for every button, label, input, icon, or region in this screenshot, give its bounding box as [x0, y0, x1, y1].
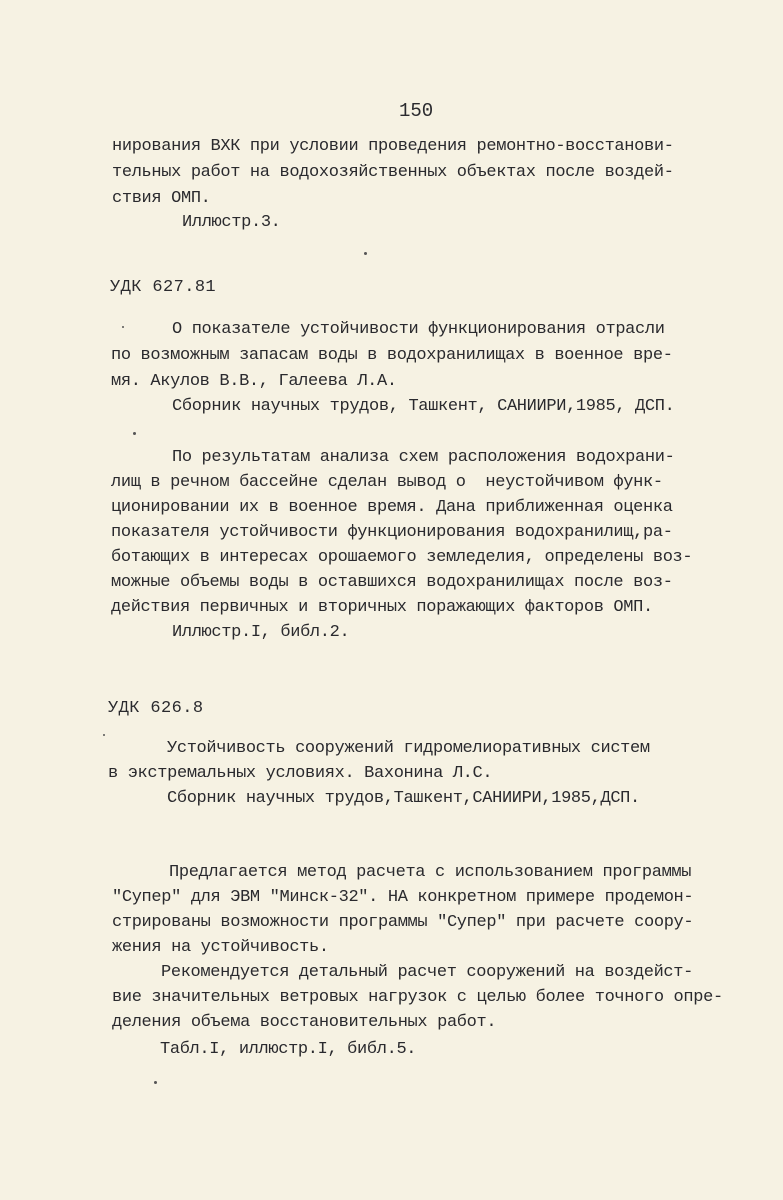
entry-title-line: по возможным запасам воды в водохранилищах в военное вре-: [111, 346, 673, 365]
abstract-line: "Супер" для ЭВМ "Минск-32". НА конкретном примере продемон-: [112, 888, 694, 907]
scan-speck: [103, 734, 105, 736]
scan-speck: [133, 432, 136, 435]
entry-title-line: в экстремальных условиях. Вахонина Л.С.: [108, 764, 493, 783]
entry-title-line: мя. Акулов В.В., Галеева Л.А.: [111, 372, 397, 391]
abstract-line: стрированы возможности программы "Супер" при расчете соору-: [112, 913, 694, 932]
scan-speck: [364, 252, 367, 255]
illustration-count: Иллюстр.3.: [182, 213, 281, 232]
text-line: тельных работ на водохозяйственных объектах после воздей-: [112, 163, 674, 182]
scan-speck: [122, 326, 124, 328]
entry-source: Сборник научных трудов,Ташкент,САНИИРИ,1985,ДСП.: [167, 789, 640, 808]
abstract-line: ционировании их в военное время. Дана приближенная оценка: [111, 498, 673, 517]
page-number: 150: [399, 100, 434, 122]
abstract-line: можные объемы воды в оставшихся водохранилищах после воз-: [111, 573, 673, 592]
abstract-line: деления объема восстановительных работ.: [112, 1013, 497, 1032]
abstract-line: По результатам анализа схем расположения водохрани-: [172, 448, 675, 467]
abstract-line: показателя устойчивости функционирования водохранилищ,ра-: [111, 523, 673, 542]
entry-title-line: Устойчивость сооружений гидромелиоративных систем: [167, 739, 650, 758]
abstract-line: Рекомендуется детальный расчет сооружений на воздейст-: [161, 963, 693, 982]
entry-refs: Табл.I, иллюстр.I, библ.5.: [160, 1040, 417, 1059]
abstract-line: Предлагается метод расчета с использованием программы: [169, 863, 692, 882]
abstract-line: жения на устойчивость.: [112, 938, 329, 957]
abstract-line: вие значительных ветровых нагрузок с целью более точного опре-: [112, 988, 723, 1007]
abstract-line: лищ в речном бассейне сделан вывод о неустойчивом функ-: [111, 473, 663, 492]
udk-code: УДК 627.81: [110, 278, 217, 297]
scan-speck: [154, 1081, 157, 1084]
abstract-line: ботающих в интересах орошаемого земледелия, определены воз-: [111, 548, 693, 567]
entry-title-line: О показателе устойчивости функционирования отрасли: [172, 320, 665, 339]
text-line: ствия ОМП.: [112, 189, 211, 208]
abstract-line: действия первичных и вторичных поражающих факторов ОМП.: [111, 598, 653, 617]
entry-source: Сборник научных трудов, Ташкент, САНИИРИ,1985, ДСП.: [172, 397, 675, 416]
text-line: нирования ВХК при условии проведения ремонтно-восстанови-: [112, 137, 674, 156]
entry-refs: Иллюстр.I, библ.2.: [172, 623, 350, 642]
udk-code: УДК 626.8: [108, 699, 204, 718]
